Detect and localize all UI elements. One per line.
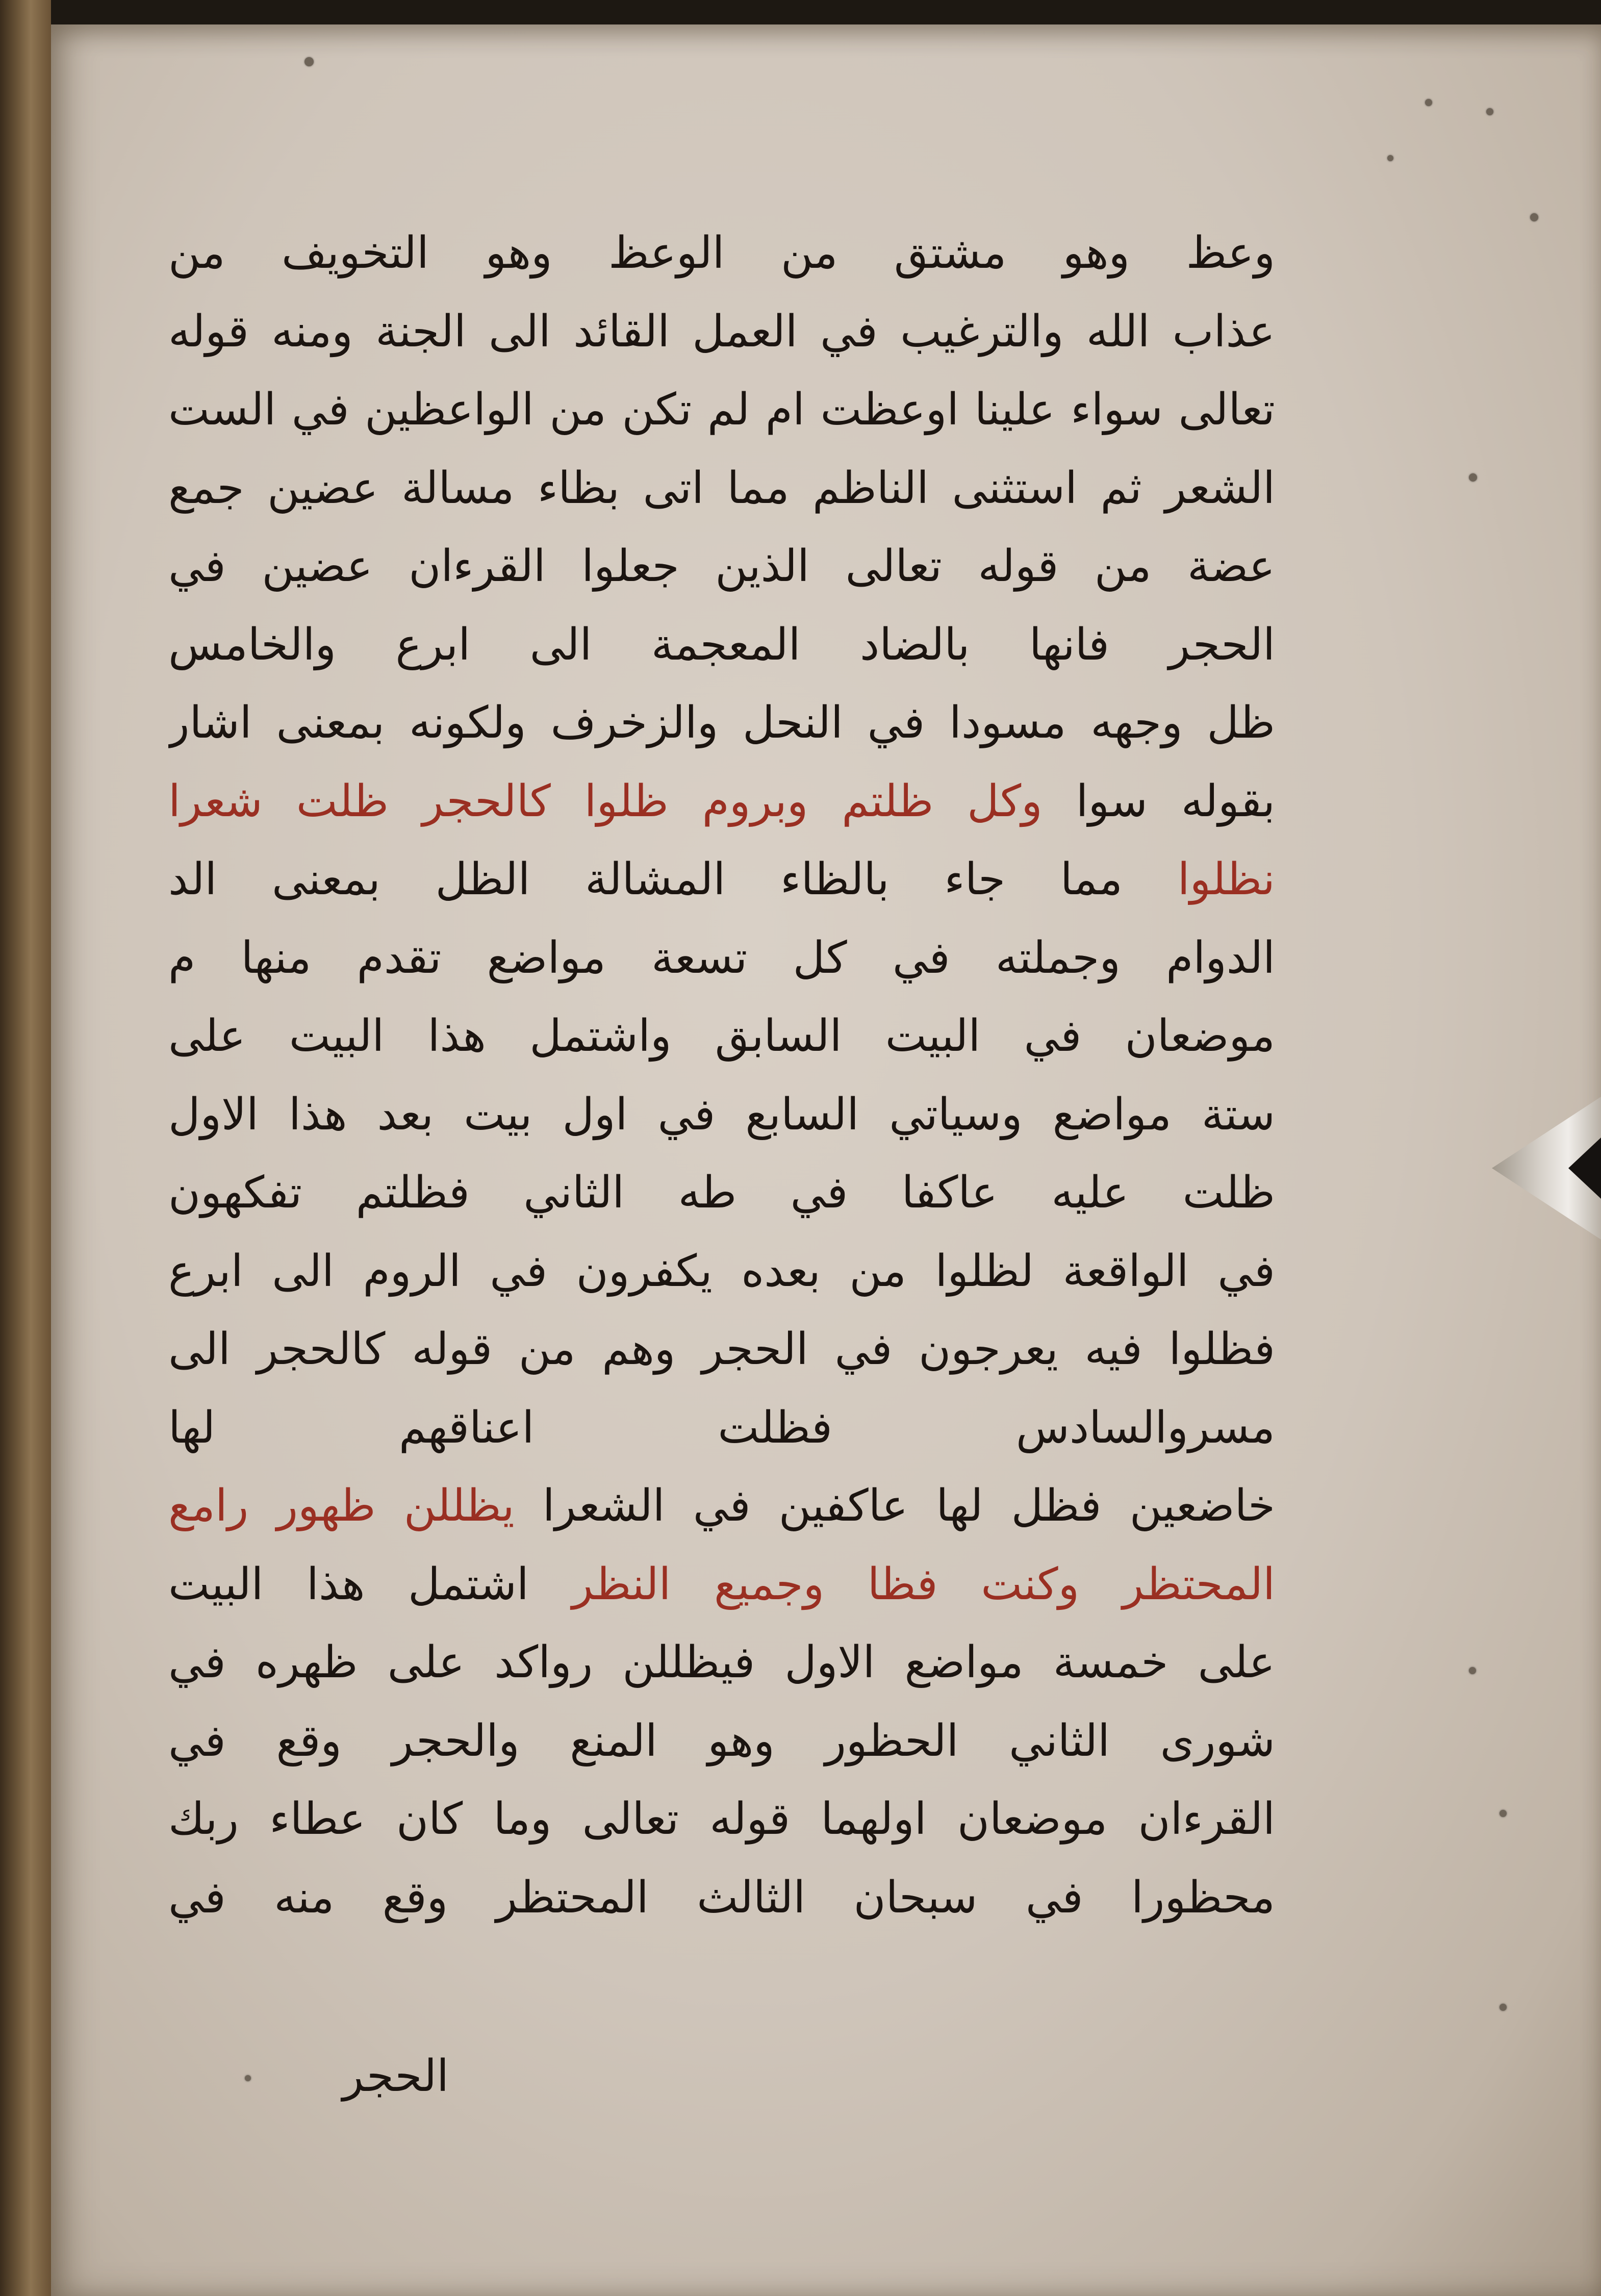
body-text: الحجر فانها بالضاد المعجمة الى ابرع والخامس <box>168 619 1275 670</box>
worm-hole <box>1387 155 1393 161</box>
text-line <box>168 1154 1275 1232</box>
body-text: القرءان موضعان اولهما قوله تعالى وما كان عطاء ربك <box>168 1794 1275 1845</box>
text-line <box>168 684 1275 763</box>
worm-hole <box>1530 213 1538 221</box>
text-line <box>168 1702 1275 1781</box>
text-line <box>168 1076 1275 1154</box>
text-line <box>168 1389 1275 1468</box>
body-text: محظورا في سبحان الثالث المحتظر وقع منه في <box>168 1872 1275 1923</box>
text-line <box>168 919 1275 998</box>
body-text: ظلت عليه عاكفا في طه الثاني فظلتم تفكهون <box>168 1167 1275 1218</box>
text-line <box>168 371 1275 449</box>
binding-margin-notes <box>4 102 45 1836</box>
worm-hole <box>245 2075 251 2081</box>
body-text: مسروالسادس فظلت اعناقهم لها <box>168 1402 1275 1453</box>
text-line <box>168 527 1275 606</box>
body-text: عضة من قوله تعالى الذين جعلوا القرءان عضين في <box>168 541 1275 592</box>
top-dark-band <box>51 0 1601 24</box>
text-line <box>168 214 1275 293</box>
text-line <box>168 997 1275 1076</box>
manuscript-text-block <box>168 214 1275 2000</box>
text-line <box>168 1232 1275 1311</box>
rubric-text: نظلوا <box>1177 854 1275 905</box>
body-text: اشتمل هذا البيت <box>168 1558 572 1610</box>
body-text: عذاب الله والترغيب في العمل القائد الى الجنة ومنه قوله <box>168 306 1275 357</box>
worm-hole <box>1500 2004 1507 2011</box>
text-line <box>168 1310 1275 1389</box>
body-text: الشعر ثم استثنى الناظم مما اتى بظاء مسالة عضين جمع <box>168 462 1275 514</box>
catchword: الحجر <box>342 2051 449 2102</box>
text-line <box>168 606 1275 685</box>
manuscript-binding <box>0 0 51 2296</box>
body-text: مما جاء بالظاء المشالة الظل بمعنى الد <box>168 854 1178 905</box>
text-line <box>168 1859 1275 1937</box>
body-text: تعالى سواء علينا اوعظت ام لم تكن من الواعظين في الست <box>168 384 1275 435</box>
text-line <box>168 841 1275 919</box>
worm-hole <box>1469 473 1477 482</box>
text-line <box>168 1467 1275 1546</box>
body-text: شورى الثاني الحظور وهو المنع والحجر وقع في <box>168 1715 1275 1767</box>
body-text: بقوله سوا <box>1042 775 1275 827</box>
worm-hole <box>1486 108 1493 115</box>
text-line <box>168 1546 1275 1624</box>
rubric-text: وكل ظلتم وبروم ظلوا كالحجر ظلت شعرا <box>168 775 1043 827</box>
body-text: ستة مواضع وسياتي السابع في اول بيت بعد هذا الاول <box>168 1089 1275 1140</box>
body-text: موضعان في البيت السابق واشتمل هذا البيت على <box>168 1011 1275 1062</box>
text-line <box>168 1624 1275 1702</box>
rubric-text: يظللن ظهور رامع <box>168 1480 515 1531</box>
body-text: فظلوا فيه يعرجون في الحجر وهم من قوله كالحجر الى <box>168 1324 1275 1375</box>
body-text: خاضعين فظل لها عاكفين في الشعرا <box>514 1480 1275 1531</box>
text-line <box>168 449 1275 528</box>
body-text: الدوام وجملته في كل تسعة مواضع تقدم منها م <box>168 932 1275 983</box>
body-text: ظل وجهه مسودا في النحل والزخرف ولكونه بمعنى اشار <box>168 697 1275 748</box>
worm-hole <box>304 57 314 66</box>
worm-hole <box>1425 99 1432 106</box>
text-line <box>168 763 1275 841</box>
text-line <box>168 1780 1275 1859</box>
worm-hole <box>1500 1810 1507 1817</box>
rubric-text: المحتظر وكنت فظا وجميع النظر <box>572 1558 1275 1610</box>
worm-hole <box>1469 1667 1476 1674</box>
body-text: في الواقعة لظلوا من بعده يكفرون في الروم الى ابرع <box>168 1245 1275 1297</box>
body-text: على خمسة مواضع الاول فيظللن رواكد على ظهره في <box>168 1637 1275 1688</box>
body-text: وعظ وهو مشتق من الوعظ وهو التخويف من <box>168 228 1275 279</box>
text-line <box>168 293 1275 371</box>
